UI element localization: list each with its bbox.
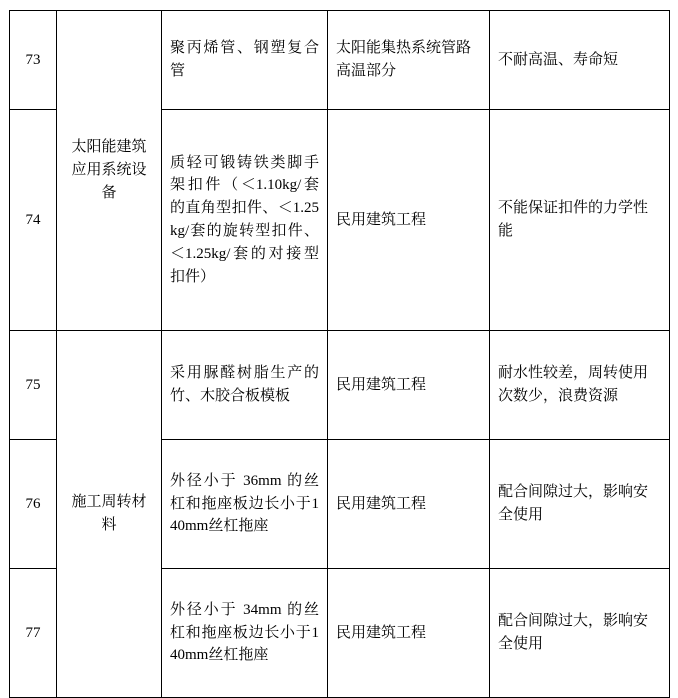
row-reason: 不耐高温、寿命短 <box>490 11 670 110</box>
row-item: 聚丙烯管、钢塑复合管 <box>162 11 328 110</box>
row-category: 施工周转材料 <box>57 331 162 698</box>
row-reason: 配合间隙过大，影响安全使用 <box>490 440 670 569</box>
row-number: 76 <box>10 440 57 569</box>
table-row <box>10 11 670 110</box>
row-number: 73 <box>10 11 57 110</box>
row-item: 质轻可锻铸铁类脚手架扣件（＜1.10kg/套的直角型扣件、＜1.25kg/套的旋转型扣件、＜1.25kg/套的对接型扣件） <box>162 110 328 331</box>
row-number: 74 <box>10 110 57 331</box>
restricted-materials-table <box>9 10 670 698</box>
row-reason: 耐水性较差，周转使用次数少，浪费资源 <box>490 331 670 440</box>
row-number: 77 <box>10 569 57 698</box>
row-scope: 民用建筑工程 <box>328 110 490 331</box>
row-item: 外径小于 36mm 的丝杠和拖座板边长小于140mm丝杠拖座 <box>162 440 328 569</box>
row-scope: 民用建筑工程 <box>328 569 490 698</box>
row-reason: 不能保证扣件的力学性能 <box>490 110 670 331</box>
row-scope: 太阳能集热系统管路高温部分 <box>328 11 490 110</box>
row-reason: 配合间隙过大，影响安全使用 <box>490 569 670 698</box>
row-category: 太阳能建筑应用系统设备 <box>57 11 162 331</box>
table-row <box>10 331 670 440</box>
row-item: 外径小于 34mm 的丝杠和拖座板边长小于140mm丝杠拖座 <box>162 569 328 698</box>
row-scope: 民用建筑工程 <box>328 331 490 440</box>
row-number: 75 <box>10 331 57 440</box>
row-scope: 民用建筑工程 <box>328 440 490 569</box>
row-item: 采用脲醛树脂生产的竹、木胶合板模板 <box>162 331 328 440</box>
